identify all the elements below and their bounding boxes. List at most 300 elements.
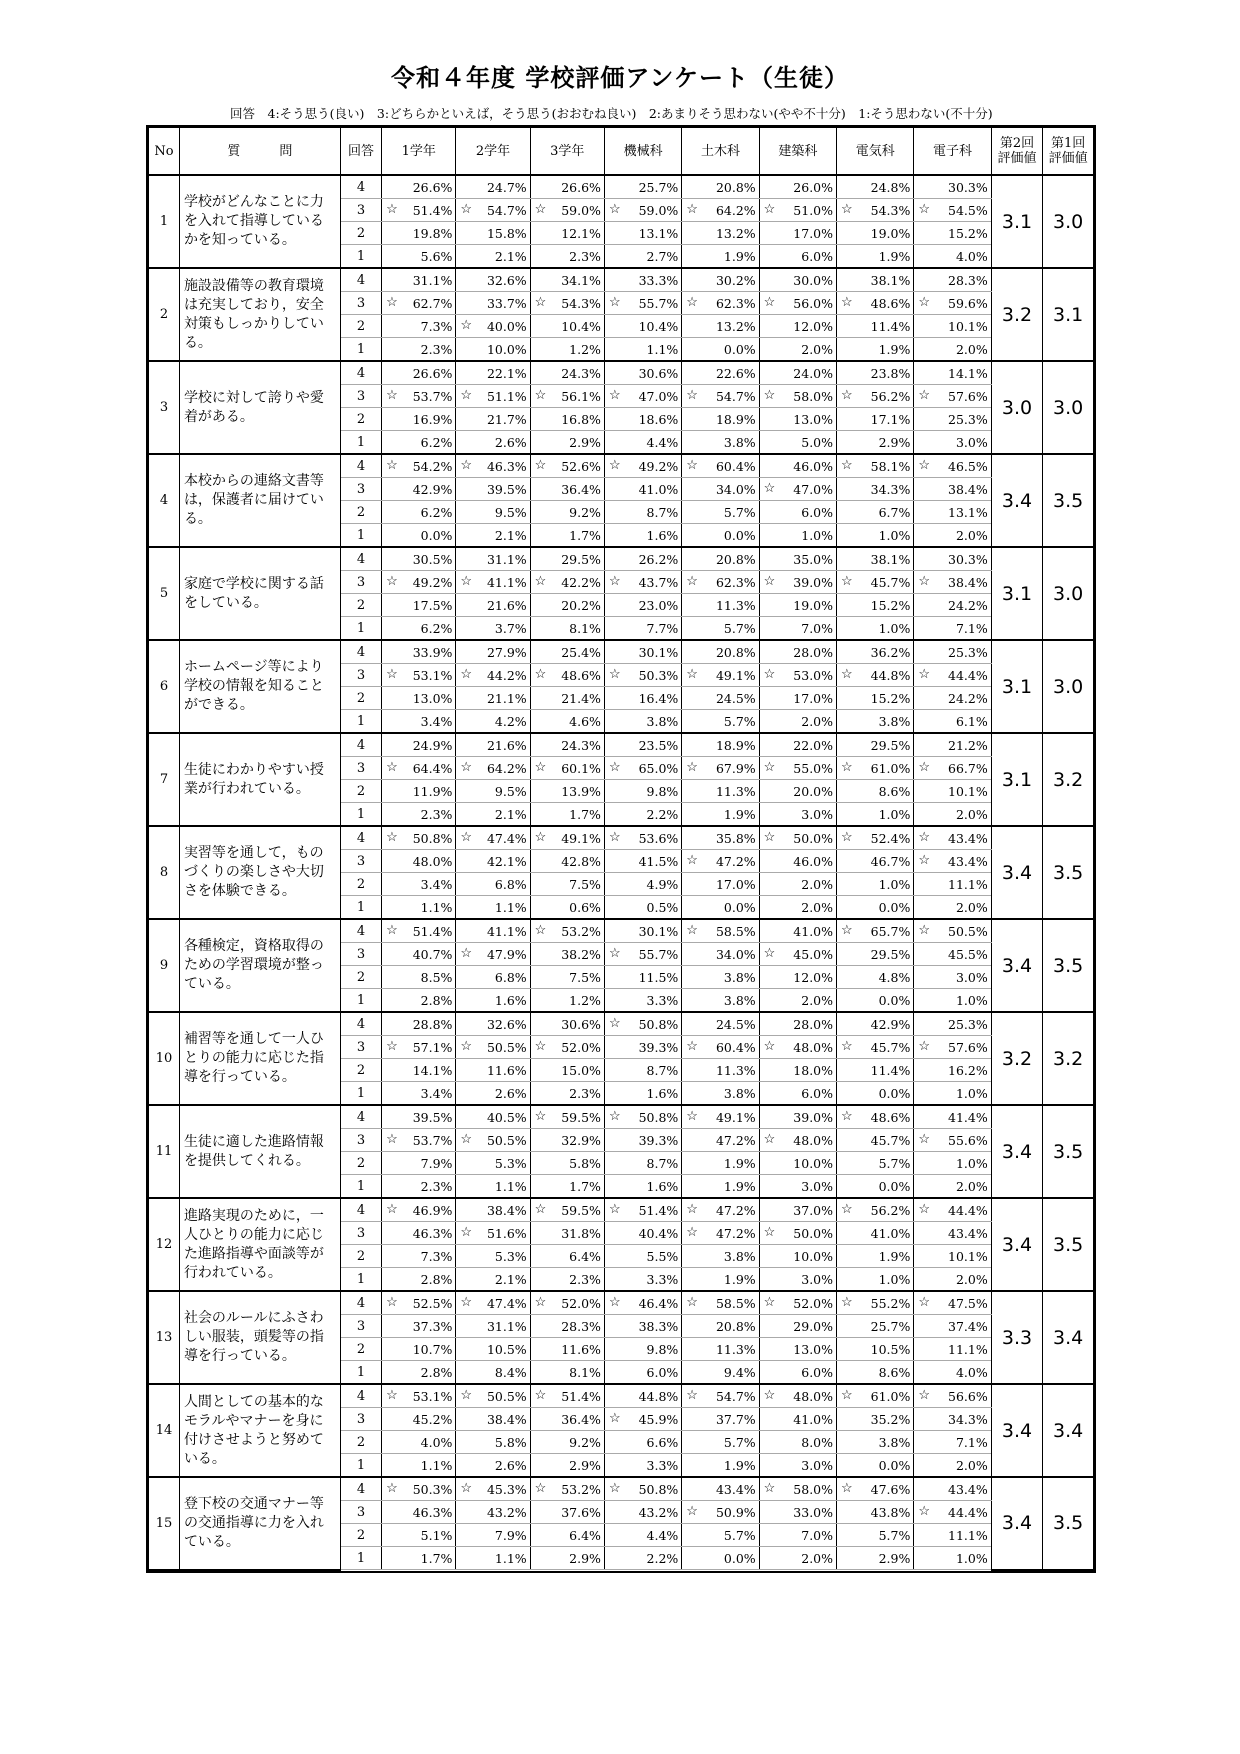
percent-value: 67.9%: [715, 760, 756, 776]
percent-value: 1.1%: [420, 1457, 453, 1473]
percent-value: 55.6%: [948, 1132, 988, 1148]
percent-value: 34.0%: [715, 481, 756, 497]
question-text: 各種検定，資格取得のための学習環境が整っている。: [179, 919, 340, 1012]
table-row: [149, 361, 1094, 385]
percent-cell: [837, 1291, 914, 1315]
question-text: ホームページ等により学校の情報を知ることができる。: [179, 640, 340, 733]
star-icon: ☆: [534, 295, 547, 310]
percent-cell: [682, 1175, 759, 1199]
percent-value: 45.7%: [870, 1039, 911, 1055]
percent-cell: [456, 268, 530, 292]
percent-value: 17.0%: [793, 225, 834, 241]
star-icon: ☆: [763, 830, 776, 845]
percent-value: 10.4%: [638, 318, 679, 334]
percent-value: 3.4%: [420, 876, 453, 892]
percent-value: 51.4%: [561, 1388, 601, 1404]
percent-cell: [837, 1012, 914, 1036]
star-icon: ☆: [608, 760, 621, 775]
percent-cell: [682, 175, 759, 199]
percent-value: 8.1%: [569, 620, 601, 636]
star-icon: ☆: [460, 1039, 473, 1054]
percent-value: 1.9%: [878, 248, 911, 264]
percent-value: 8.5%: [420, 969, 453, 985]
percent-value: 32.6%: [486, 1016, 527, 1032]
percent-cell: [914, 989, 991, 1013]
percent-value: 9.8%: [646, 1341, 679, 1357]
percent-cell: [530, 850, 604, 873]
percent-cell: [837, 1431, 914, 1454]
percent-cell: [382, 1291, 456, 1315]
percent-cell: [837, 943, 914, 966]
percent-value: 21.1%: [486, 690, 527, 706]
percent-cell: [837, 1454, 914, 1478]
star-icon: ☆: [763, 202, 776, 217]
percent-cell: [914, 640, 991, 664]
percent-cell: [530, 873, 604, 896]
percent-cell: [382, 385, 456, 408]
percent-cell: [382, 292, 456, 315]
second-score: 3.4: [991, 454, 1043, 547]
percent-cell: [382, 1129, 456, 1152]
percent-value: 3.0%: [801, 1178, 834, 1194]
star-icon: ☆: [918, 1132, 931, 1147]
percent-cell: [604, 617, 681, 641]
percent-cell: [759, 1175, 836, 1199]
percent-cell: [914, 1291, 991, 1315]
percent-cell: [530, 1477, 604, 1501]
percent-cell: [604, 873, 681, 896]
percent-cell: [456, 1012, 530, 1036]
percent-value: 48.6%: [870, 1109, 911, 1125]
star-icon: ☆: [386, 1132, 398, 1147]
star-icon: ☆: [460, 1481, 473, 1496]
percent-cell: [530, 919, 604, 943]
percent-cell: [759, 1384, 836, 1408]
percent-cell: [914, 268, 991, 292]
question-number: 3: [149, 361, 180, 454]
percent-cell: [530, 1105, 604, 1129]
percent-cell: [682, 1477, 759, 1501]
percent-value: 60.4%: [715, 458, 756, 474]
star-icon: ☆: [841, 458, 853, 473]
percent-cell: [837, 803, 914, 827]
question-number: 10: [149, 1012, 180, 1105]
percent-cell: [530, 1547, 604, 1570]
percent-value: 1.0%: [878, 1271, 911, 1287]
percent-value: 8.7%: [646, 1062, 679, 1078]
percent-cell: [456, 1384, 530, 1408]
percent-value: 51.1%: [486, 388, 527, 404]
percent-cell: [837, 361, 914, 385]
percent-value: 30.6%: [638, 365, 679, 381]
percent-value: 50.5%: [486, 1132, 527, 1148]
percent-value: 1.0%: [878, 876, 911, 892]
percent-value: 20.8%: [715, 179, 756, 195]
percent-value: 3.4%: [420, 1085, 453, 1101]
first-score: 3.5: [1043, 919, 1094, 1012]
percent-value: 15.2%: [948, 225, 988, 241]
percent-value: 1.6%: [646, 1178, 679, 1194]
star-icon: ☆: [763, 574, 776, 589]
percent-value: 10.4%: [561, 318, 601, 334]
percent-cell: [604, 1524, 681, 1547]
percent-value: 13.1%: [638, 225, 679, 241]
percent-cell: [604, 640, 681, 664]
percent-cell: [604, 1175, 681, 1199]
percent-value: 15.8%: [486, 225, 527, 241]
percent-value: 60.4%: [715, 1039, 756, 1055]
percent-cell: [456, 1338, 530, 1361]
answer-legend: 回答 4:そう思う(良い) 3:どちらかといえば，そう思う(おおむね良い) 2:あまりそう思わない(やや不十分) 1:そう思わない(不十分): [230, 106, 993, 121]
percent-value: 41.4%: [948, 1109, 988, 1125]
percent-cell: [530, 1408, 604, 1431]
percent-cell: [682, 780, 759, 803]
percent-value: 64.2%: [715, 202, 756, 218]
percent-cell: [759, 1222, 836, 1245]
star-icon: ☆: [386, 1295, 398, 1310]
percent-cell: [914, 1129, 991, 1152]
percent-cell: [604, 594, 681, 617]
answer-level: 3: [340, 850, 381, 873]
percent-value: 49.1%: [715, 1109, 756, 1125]
percent-cell: [914, 850, 991, 873]
question-text: 生徒に適した進路情報を提供してくれる。: [179, 1105, 340, 1198]
percent-value: 57.1%: [412, 1039, 453, 1055]
percent-cell: [382, 454, 456, 478]
percent-cell: [759, 431, 836, 455]
percent-cell: [837, 1198, 914, 1222]
percent-cell: [456, 199, 530, 222]
percent-cell: [682, 1547, 759, 1570]
answer-level: 3: [340, 292, 381, 315]
percent-value: 18.0%: [793, 1062, 834, 1078]
percent-cell: [837, 687, 914, 710]
percent-cell: [682, 431, 759, 455]
percent-cell: [759, 1338, 836, 1361]
second-score: 3.3: [991, 1291, 1043, 1384]
percent-cell: [837, 1547, 914, 1570]
percent-value: 4.0%: [955, 248, 988, 264]
percent-cell: [837, 1338, 914, 1361]
percent-cell: [682, 501, 759, 524]
percent-cell: [530, 826, 604, 850]
percent-value: 36.4%: [561, 1411, 601, 1427]
percent-value: 6.2%: [420, 434, 453, 450]
percent-cell: [682, 1245, 759, 1268]
header-no: No: [149, 128, 180, 176]
percent-value: 16.4%: [638, 690, 679, 706]
percent-value: 7.9%: [420, 1155, 453, 1171]
percent-cell: [604, 315, 681, 338]
star-icon: ☆: [608, 667, 621, 682]
star-icon: ☆: [608, 1016, 621, 1031]
percent-cell: [382, 524, 456, 548]
question-text: 進路実現のために，一人ひとりの能力に応じた進路指導や面談等が行われている。: [179, 1198, 340, 1291]
percent-value: 6.2%: [420, 504, 453, 520]
percent-value: 37.6%: [561, 1504, 601, 1520]
percent-cell: [456, 1361, 530, 1385]
percent-cell: [456, 710, 530, 734]
percent-cell: [682, 1338, 759, 1361]
percent-cell: [382, 222, 456, 245]
percent-cell: [759, 385, 836, 408]
percent-cell: [382, 1152, 456, 1175]
percent-cell: [604, 966, 681, 989]
percent-value: 6.8%: [494, 969, 527, 985]
star-icon: ☆: [386, 388, 398, 403]
answer-level: 1: [340, 1454, 381, 1478]
percent-cell: [456, 1431, 530, 1454]
question-number: 11: [149, 1105, 180, 1198]
percent-cell: [530, 547, 604, 571]
percent-value: 13.1%: [948, 504, 988, 520]
percent-value: 59.0%: [638, 202, 679, 218]
percent-cell: [914, 943, 991, 966]
percent-value: 53.1%: [412, 667, 453, 683]
percent-value: 65.7%: [870, 923, 911, 939]
star-icon: ☆: [841, 295, 853, 310]
percent-value: 13.0%: [793, 1341, 834, 1357]
percent-cell: [759, 1431, 836, 1454]
percent-cell: [530, 966, 604, 989]
percent-cell: [382, 245, 456, 269]
percent-value: 54.3%: [561, 295, 601, 311]
percent-value: 34.0%: [715, 946, 756, 962]
percent-cell: [837, 919, 914, 943]
percent-value: 30.1%: [638, 644, 679, 660]
percent-value: 38.3%: [638, 1318, 679, 1334]
percent-value: 2.1%: [494, 806, 527, 822]
percent-value: 56.0%: [793, 295, 834, 311]
percent-cell: [382, 594, 456, 617]
percent-cell: [530, 1198, 604, 1222]
percent-cell: [604, 175, 681, 199]
percent-value: 51.4%: [412, 202, 453, 218]
percent-cell: [530, 245, 604, 269]
star-icon: ☆: [686, 388, 698, 403]
percent-cell: [759, 1129, 836, 1152]
percent-value: 2.0%: [955, 1178, 988, 1194]
percent-cell: [837, 710, 914, 734]
percent-cell: [682, 919, 759, 943]
table-row: [149, 1384, 1094, 1408]
percent-cell: [604, 710, 681, 734]
star-icon: ☆: [918, 760, 931, 775]
percent-cell: [604, 245, 681, 269]
percent-value: 11.6%: [486, 1062, 527, 1078]
percent-value: 37.3%: [412, 1318, 453, 1334]
percent-cell: [914, 408, 991, 431]
percent-cell: [530, 1291, 604, 1315]
percent-cell: [837, 547, 914, 571]
answer-level: 1: [340, 524, 381, 548]
percent-cell: [682, 571, 759, 594]
percent-cell: [382, 338, 456, 362]
percent-cell: [837, 268, 914, 292]
percent-cell: [456, 431, 530, 455]
percent-cell: [604, 431, 681, 455]
percent-value: 39.5%: [412, 1109, 453, 1125]
percent-cell: [914, 478, 991, 501]
star-icon: ☆: [608, 946, 621, 961]
percent-cell: [382, 478, 456, 501]
percent-cell: [530, 989, 604, 1013]
star-icon: ☆: [841, 1039, 853, 1054]
percent-cell: [914, 1059, 991, 1082]
percent-cell: [759, 966, 836, 989]
percent-cell: [530, 1315, 604, 1338]
percent-value: 5.8%: [494, 1434, 527, 1450]
percent-value: 20.8%: [715, 644, 756, 660]
percent-cell: [530, 757, 604, 780]
percent-cell: [837, 454, 914, 478]
percent-value: 7.0%: [801, 1527, 834, 1543]
percent-value: 26.6%: [561, 179, 601, 195]
percent-value: 51.6%: [486, 1225, 527, 1241]
second-score: 3.1: [991, 640, 1043, 733]
second-score: 3.2: [991, 268, 1043, 361]
percent-value: 1.0%: [955, 1155, 988, 1171]
percent-cell: [837, 1268, 914, 1292]
percent-value: 42.2%: [561, 574, 601, 590]
percent-value: 55.0%: [793, 760, 834, 776]
percent-value: 20.8%: [715, 1318, 756, 1334]
percent-value: 14.1%: [412, 1062, 453, 1078]
percent-value: 10.0%: [486, 341, 527, 357]
percent-value: 32.9%: [561, 1132, 601, 1148]
percent-value: 6.7%: [878, 504, 911, 520]
star-icon: ☆: [918, 1388, 931, 1403]
star-icon: ☆: [460, 458, 473, 473]
percent-value: 29.5%: [870, 737, 911, 753]
percent-value: 30.3%: [948, 551, 988, 567]
percent-value: 46.0%: [793, 853, 834, 869]
percent-cell: [682, 408, 759, 431]
percent-cell: [837, 640, 914, 664]
percent-cell: [682, 1315, 759, 1338]
question-text: 学校に対して誇りや愛着がある。: [179, 361, 340, 454]
percent-value: 26.6%: [412, 179, 453, 195]
percent-value: 53.6%: [638, 830, 679, 846]
percent-value: 6.6%: [646, 1434, 679, 1450]
table-row: [149, 454, 1094, 478]
percent-value: 8.7%: [646, 1155, 679, 1171]
percent-value: 31.1%: [486, 551, 527, 567]
header-col: 1学年: [382, 128, 456, 176]
percent-value: 15.2%: [870, 597, 911, 613]
percent-cell: [837, 1501, 914, 1524]
percent-value: 2.7%: [646, 248, 679, 264]
star-icon: ☆: [918, 202, 931, 217]
question-number: 5: [149, 547, 180, 640]
percent-cell: [604, 919, 681, 943]
percent-cell: [382, 1222, 456, 1245]
percent-cell: [382, 1501, 456, 1524]
percent-cell: [382, 803, 456, 827]
percent-value: 10.1%: [948, 1248, 988, 1264]
header-row: [149, 128, 1094, 176]
percent-cell: [759, 919, 836, 943]
percent-value: 9.5%: [494, 504, 527, 520]
percent-value: 50.5%: [948, 923, 988, 939]
percent-cell: [604, 1129, 681, 1152]
percent-value: 6.8%: [494, 876, 527, 892]
percent-cell: [456, 896, 530, 920]
percent-cell: [837, 989, 914, 1013]
percent-cell: [914, 175, 991, 199]
answer-level: 4: [340, 547, 381, 571]
header-question: 質 問: [179, 128, 340, 176]
percent-cell: [682, 1059, 759, 1082]
percent-value: 2.6%: [494, 434, 527, 450]
percent-cell: [456, 1524, 530, 1547]
percent-value: 30.2%: [715, 272, 756, 288]
percent-cell: [914, 780, 991, 803]
percent-value: 53.1%: [412, 1388, 453, 1404]
star-icon: ☆: [608, 295, 621, 310]
percent-cell: [530, 338, 604, 362]
percent-cell: [914, 803, 991, 827]
star-icon: ☆: [534, 830, 547, 845]
percent-cell: [759, 710, 836, 734]
percent-cell: [604, 268, 681, 292]
answer-level: 1: [340, 245, 381, 269]
percent-value: 44.4%: [948, 667, 988, 683]
percent-value: 29.5%: [870, 946, 911, 962]
percent-cell: [382, 1384, 456, 1408]
percent-value: 6.4%: [569, 1527, 601, 1543]
percent-value: 57.6%: [948, 388, 988, 404]
percent-cell: [837, 292, 914, 315]
answer-level: 4: [340, 733, 381, 757]
percent-cell: [604, 780, 681, 803]
percent-value: 26.6%: [412, 365, 453, 381]
percent-cell: [530, 1431, 604, 1454]
first-score: 3.2: [1043, 1012, 1094, 1105]
percent-value: 46.0%: [793, 458, 834, 474]
percent-cell: [604, 1315, 681, 1338]
percent-value: 30.5%: [412, 551, 453, 567]
percent-cell: [682, 1501, 759, 1524]
percent-cell: [382, 1268, 456, 1292]
percent-value: 3.3%: [646, 992, 679, 1008]
percent-cell: [382, 1477, 456, 1501]
percent-cell: [837, 733, 914, 757]
percent-value: 36.4%: [561, 481, 601, 497]
percent-value: 28.8%: [412, 1016, 453, 1032]
star-icon: ☆: [841, 667, 853, 682]
percent-value: 43.2%: [486, 1504, 527, 1520]
percent-value: 2.3%: [420, 806, 453, 822]
answer-level: 4: [340, 1477, 381, 1501]
table-row: [149, 733, 1094, 757]
table-row: [149, 919, 1094, 943]
percent-cell: [456, 547, 530, 571]
percent-cell: [682, 199, 759, 222]
percent-cell: [604, 408, 681, 431]
percent-value: 1.0%: [878, 527, 911, 543]
percent-value: 5.7%: [723, 1434, 756, 1450]
percent-value: 12.0%: [793, 318, 834, 334]
percent-value: 47.4%: [486, 1295, 527, 1311]
percent-cell: [837, 222, 914, 245]
star-icon: ☆: [841, 1481, 853, 1496]
percent-cell: [759, 1059, 836, 1082]
percent-cell: [382, 710, 456, 734]
percent-value: 35.2%: [870, 1411, 911, 1427]
percent-cell: [530, 175, 604, 199]
percent-value: 46.3%: [486, 458, 527, 474]
